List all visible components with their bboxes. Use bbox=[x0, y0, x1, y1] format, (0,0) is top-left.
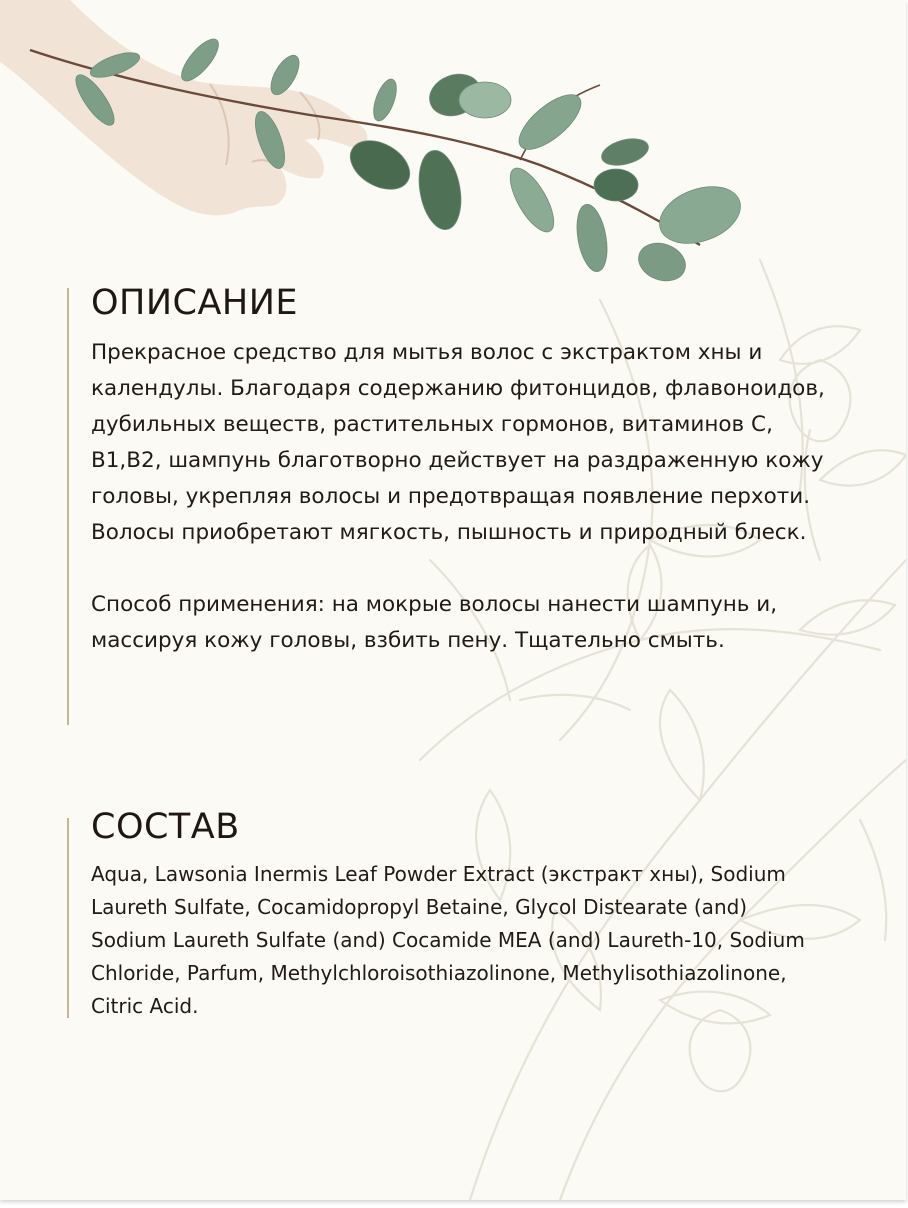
hand-illustration bbox=[0, 0, 367, 215]
description-accent-bar bbox=[67, 288, 69, 725]
composition-heading: СОСТАВ bbox=[91, 807, 240, 847]
composition-accent-bar bbox=[67, 818, 69, 1018]
composition-ingredients: Aqua, Lawsonia Inermis Leaf Powder Extract (экстракт хны), Sodium Laureth Sulfate, Cocamidopropyl Betaine, Glycol Distearate (and) Sodium Laureth Sulfate (and) Cocamide MEA (and) Laureth-10, Sodium Chloride, Parfum, Methylchloroisothiazolinone, Methylisothiazolinone, Citric Acid. bbox=[91, 862, 805, 1018]
description-heading: ОПИСАНИЕ bbox=[91, 283, 299, 323]
description-paragraph: Прекрасное средство для мытья волос с экстрактом хны и календулы. Благодаря содержанию фитонцидов, флавоноидов, дубильных веществ, растительных гормонов, витаминов С, В1,В2, шампунь благотворно действует на раздраженную кожу головы, укрепляя волосы и предотвращая появление перхоти. Волосы приобретают мягкость, пышность и природный блеск. bbox=[91, 340, 825, 545]
description-body bbox=[91, 335, 826, 659]
eucalyptus-branch-illustration bbox=[0, 0, 760, 300]
usage-paragraph: Способ применения: на мокрые волосы нанести шампунь и, массируя кожу головы, взбить пену. Тщательно смыть. bbox=[91, 592, 778, 653]
